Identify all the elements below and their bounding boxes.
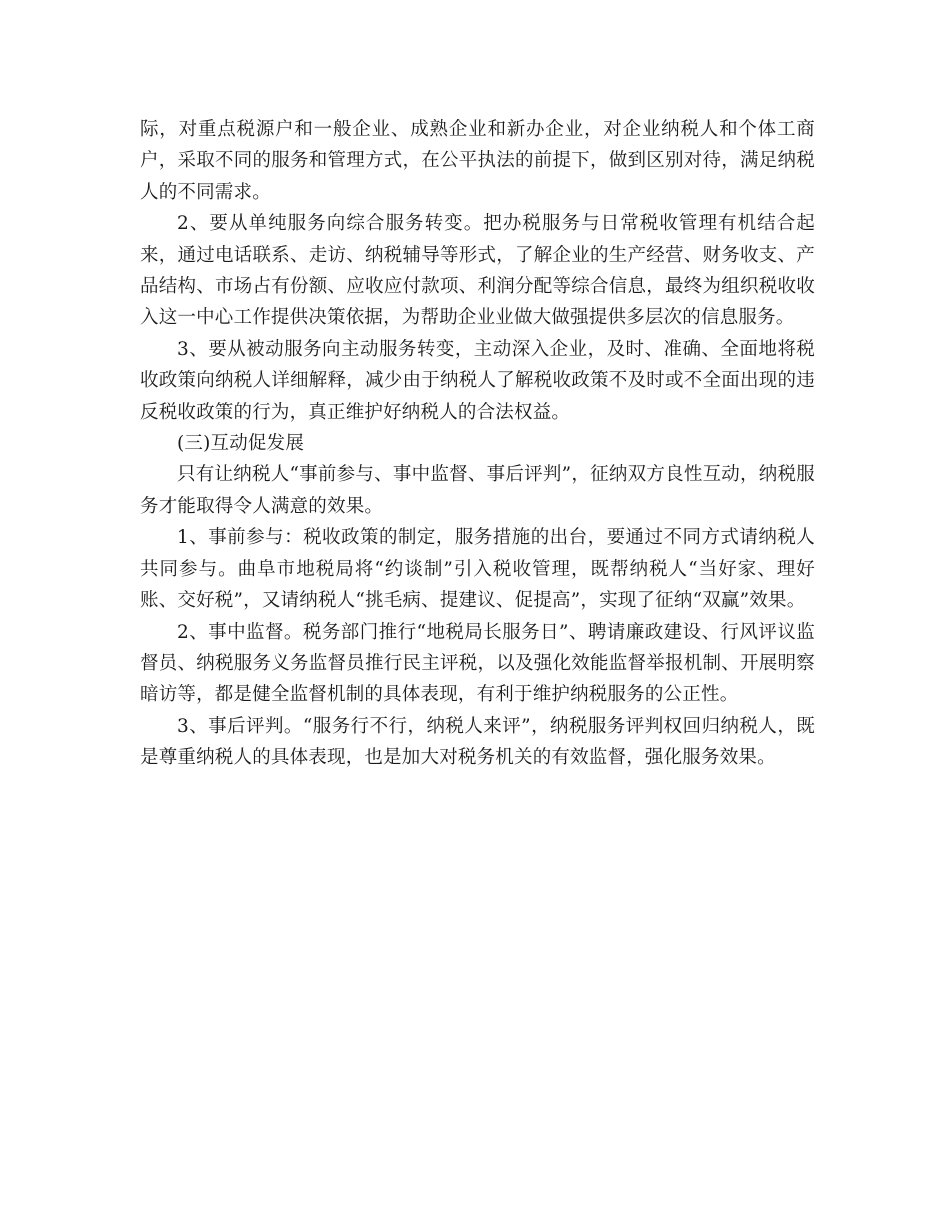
section-heading-interaction: (三)互动促发展 xyxy=(177,433,305,455)
paragraph-comprehensive-service: 2、要从单纯服务向综合服务转变。把办税服务与日常税收管理有机结合起来，通过电话联系、走访、纳税辅导等形式，了解企业的生产经营、财务收支、产品结构、市场占有份额、应收应付款项、利润分配等综合信息，最终为组织税收收入这一中心工作提供决策依据，为帮助企业业做大做强提供多层次的信息服务。 xyxy=(140,213,815,329)
paragraph-prior-participation: 1、事前参与：税收政策的制定，服务措施的出台，要通过不同方式请纳税人共同参与。曲阜市地税局将“约谈制”引入税收管理，既帮纳税人“当好家、理好账、交好税”，又请纳税人“挑毛病、提建议、促提高”，实现了征纳“双赢”效果。 xyxy=(140,527,815,612)
paragraph-active-service: 3、要从被动服务向主动服务转变，主动深入企业，及时、准确、全面地将税收政策向纳税人详细解释，减少由于纳税人了解税收政策不及时或不全面出现的违反税收政策的行为，真正维护好纳税人的合法权益。 xyxy=(140,338,815,423)
paragraph-post-evaluation: 3、事后评判。“服务行不行，纳税人来评”，纳税服务评判权回归纳税人，既是尊重纳税人的具体表现，也是加大对税务机关的有效监督，强化服务效果。 xyxy=(140,715,815,769)
paragraph-interaction-intro: 只有让纳税人“事前参与、事中监督、事后评判”，征纳双方良性互动，纳税服务才能取得令人满意的效果。 xyxy=(140,464,815,517)
paragraph-continuation: 际，对重点税源户和一般企业、成熟企业和新办企业，对企业纳税人和个体工商户，采取不同的服务和管理方式，在公平执法的前提下，做到区别对待，满足纳税人的不同需求。 xyxy=(140,119,815,203)
paragraph-process-supervision: 2、事中监督。税务部门推行“地税局长服务日”、聘请廉政建设、行风评议监督员、纳税服务义务监督员推行民主评税，以及强化效能监督举报机制、开展明察暗访等，都是健全监督机制的具体表现，有利于维护纳税服务的公正性。 xyxy=(140,621,815,706)
document-body xyxy=(140,114,815,774)
